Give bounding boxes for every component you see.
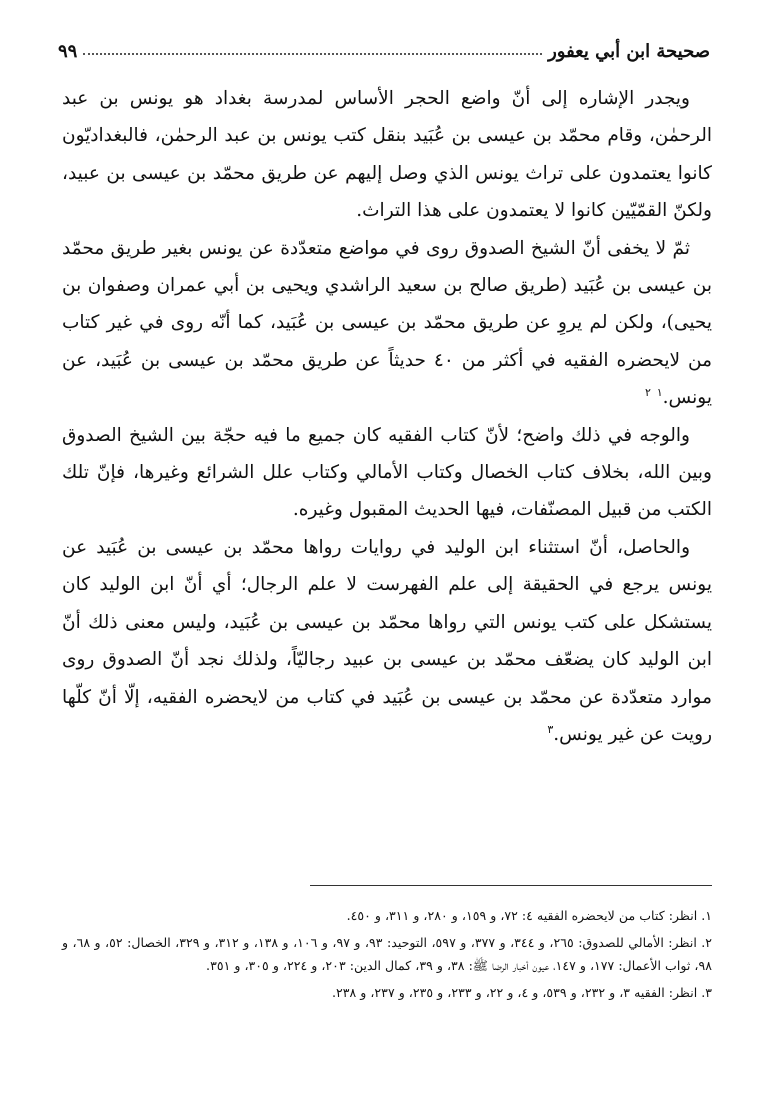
paragraph-3: والوجه في ذلك واضح؛ لأنّ كتاب الفقيه كان جميع ما فيه حجّة بين الشيخ الصدوق وبين الله، بخلاف كتاب الخصال وكتاب الأمالي وكتاب علل الشرائع وغيرها، فإنّ تلك الكتب من قبيل المصنّفات، فيها الحديث المقبول وغيره.: [62, 424, 712, 521]
dotted-leader: [83, 53, 542, 55]
paragraph-4: والحاصل، أنّ استثناء ابن الوليد في روايات رواها محمّد بن عيسى بن عُبَيد عن يونس يرجع في الحقيقة إلى علم الفهرست لا علم الرجال؛ أي أنّ ابن الوليد كان يستشكل على كتب يونس التي رواها محمّد بن عيسى بن عُبَيد، وليس معنى ذلك أنّ ابن الوليد كان يضعّف محمّد بن عيسى بن عبيد رجاليّاً، ولذلك نجد أنّ الصدوق روى موارد متعدّدة عن محمّد بن عيسى بن عُبَيد في كتاب من لايحضره الفقيه، إلّا أنّ كلّها رويت عن غير يونس.$^٣$: [62, 536, 712, 745]
footnote-marker-3[interactable]: ٣: [547, 722, 554, 736]
footnote-marker-1[interactable]: ١: [656, 386, 663, 400]
footnote-1: ١. انظر: كتاب من لايحضره الفقيه ٤: ٧٢، و ١٥٩، و ٢٨٠، و ٣١١، و ٤٥٠.: [346, 908, 712, 923]
main-text: [62, 80, 712, 753]
footnote-marker-2[interactable]: ٢: [644, 386, 651, 400]
footnotes: [62, 904, 712, 1007]
footnote-2: ٢. انظر: الأمالي للصدوق: ٢٦٥، و ٣٤٤، و ٣٧٧، و ٥٩٧، التوحيد: ٩٣، و ٩٧، و ١٠٦، و ١٣٨، و ٣١٢، و ٣٢٩، الخصال: ٥٢، و ٦٨، و ٩٨، ثواب الأعمال: ١٧٧، و ١٤٧، عيون أخبار الرضا ﷺ: ٣٨، و ٣٩، كمال الدين: ٢٠٣، و ٢٢٤، و ٣٠٥، و ٣٥١.: [62, 934, 713, 973]
running-title: صحيحة ابن أبي يعفور: [548, 41, 710, 62]
footnote-separator: [310, 885, 712, 886]
paragraph-1: ويجدر الإشاره إلى أنّ واضع الحجر الأساس لمدرسة بغداد هو يونس بن عبد الرحمٰن، وقام محمّد بن عيسى بن عُبَيد بنقل كتب يونس بن عبد الرحمٰن، فالبغداديّون كانوا يعتمدون على تراث يونس الذي وصل إليهم عن طريق محمّد بن عيسى بن عبيد، ولكنّ القمّيّين كانوا لا يعتمدون على هذا التراث.: [62, 88, 712, 222]
paragraph-2: ثمّ لا يخفى أنّ الشيخ الصدوق روى في مواضع متعدّدة عن يونس بغير طريق محمّد بن عيسى بن عُبَيد (طريق صالح بن سعيد الراشدي ويحيى بن أبي عمران وصفوان بن يحيى)، ولكن لم يروِ عن طريق محمّد بن عيسى بن عُبَيد، كما أنّه روى في غير كتاب من لايحضره الفقيه في أكثر من ٤٠ حديثاً عن طريق محمّد بن عيسى بن عُبَيد، عن يونس.$^١$ $^٢$: [62, 237, 712, 409]
running-header: [58, 26, 710, 62]
page-number: ٩٩: [58, 41, 78, 62]
footnote-3: ٣. انظر: الفقيه ٣، و ٢٣٢، و ٥٣٩، و ٤، و ٢٢، و ٢٣٣، و ٢٣٥، و ٢٣٧، و ٢٣٨.: [331, 984, 712, 1000]
